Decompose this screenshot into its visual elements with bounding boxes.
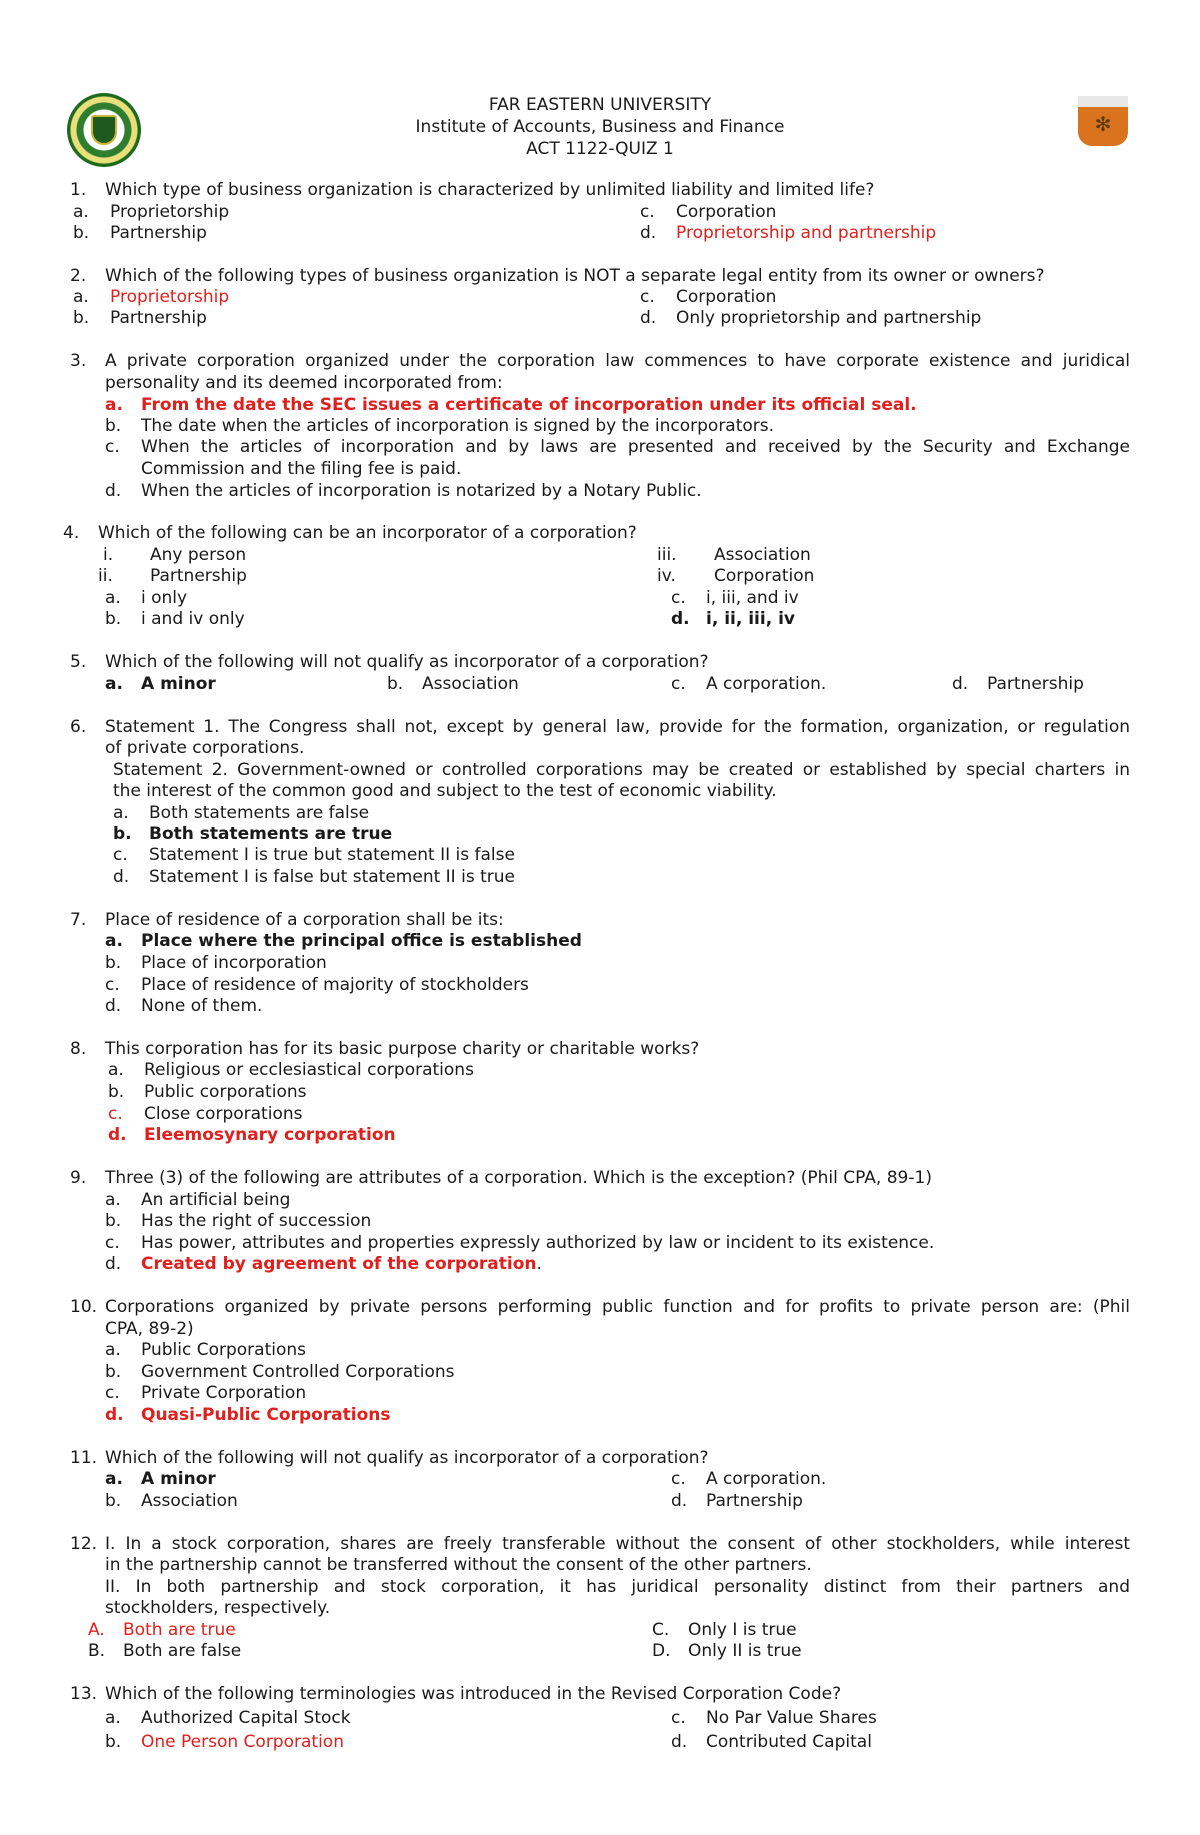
question-text: This corporation has for its basic purpose charity or charitable works?	[105, 1039, 700, 1059]
choice-label: a.	[105, 931, 123, 951]
choice-label: c.	[671, 588, 686, 608]
answer-choice-text: A minor	[141, 1469, 216, 1489]
choice-label: d.	[108, 1125, 127, 1145]
choice-label: c.	[640, 287, 655, 307]
choice-text: When the articles of incorporation and by laws are presented and received by the Security and Exchange	[141, 437, 1130, 457]
choice-text: A corporation.	[706, 1469, 827, 1489]
question-number: 13.	[70, 1684, 98, 1704]
answer-choice-text: Quasi-Public Corporations	[141, 1405, 391, 1425]
choice-label: b.	[108, 1082, 125, 1102]
choice-text: An artificial being	[141, 1190, 291, 1210]
answer-choice-text: Both are true	[123, 1620, 236, 1640]
choice-label: C.	[652, 1620, 670, 1640]
choice-text: Partnership	[706, 1491, 803, 1511]
choice-text: Association	[141, 1491, 238, 1511]
choice-text: Corporation	[676, 287, 777, 307]
item-label: ii.	[98, 566, 113, 586]
question-text: A private corporation organized under the corporation law commences to have corporate existence and juridical	[105, 351, 1130, 371]
statement-text: stockholders, respectively.	[105, 1598, 331, 1618]
choice-label: b.	[73, 223, 90, 243]
answer-choice-text: Eleemosynary corporation	[144, 1125, 396, 1145]
choice-text: Close corporations	[144, 1104, 303, 1124]
choice-text: Has the right of succession	[141, 1211, 372, 1231]
question-number: 5.	[70, 652, 87, 672]
choice-label: c.	[105, 1383, 120, 1403]
university-name: FAR EASTERN UNIVERSITY	[488, 95, 712, 115]
answer-choice-text: Proprietorship and partnership	[676, 223, 937, 243]
statement-text: in the partnership cannot be transferred without the consent of the other partners.	[105, 1555, 812, 1575]
item-label: i.	[103, 545, 114, 565]
item-text: Corporation	[714, 566, 815, 586]
choice-label: a.	[113, 803, 129, 823]
answer-choice-text: Proprietorship	[110, 287, 230, 307]
item-text: Any person	[150, 545, 247, 565]
question-number: 4.	[63, 523, 80, 543]
question-number: 6.	[70, 717, 87, 737]
choice-text: Statement I is true but statement II is false	[149, 845, 515, 865]
choice-text: Association	[422, 674, 519, 694]
choice-label: a.	[105, 674, 123, 694]
question-number: 1.	[70, 180, 87, 200]
choice-label: c.	[113, 845, 128, 865]
answer-choice-text: Place where the principal office is established	[141, 931, 582, 951]
item-text: Association	[714, 545, 811, 565]
choice-label: D.	[652, 1641, 671, 1661]
choice-label: d.	[105, 996, 122, 1016]
choice-text: i and iv only	[141, 609, 245, 629]
question-number: 2.	[70, 266, 87, 286]
choice-label: b.	[387, 674, 404, 694]
question-text: Which of the following types of business organization is NOT a separate legal entity from its owner or owners?	[105, 266, 1045, 286]
statement-text: Statement 2. Government-owned or controlled corporations may be created or established by special charters in	[113, 760, 1130, 780]
choice-label: c.	[108, 1104, 123, 1124]
choice-text: A corporation.	[706, 674, 827, 694]
choice-text: i only	[141, 588, 188, 608]
choice-label: d.	[671, 1491, 688, 1511]
choice-text: Partnership	[987, 674, 1084, 694]
choice-text: Place of incorporation	[141, 953, 327, 973]
choice-text: Commission and the filing fee is paid.	[141, 459, 462, 479]
question-number: 12.	[70, 1534, 98, 1554]
choice-text: Only II is true	[688, 1641, 802, 1661]
question-text: Which of the following will not qualify as incorporator of a corporation?	[105, 652, 709, 672]
choice-label: b.	[105, 1362, 122, 1382]
answer-choice-text: One Person Corporation	[141, 1732, 344, 1752]
choice-text: No Par Value Shares	[706, 1708, 877, 1728]
choice-label: d.	[640, 308, 657, 328]
choice-label: B.	[88, 1641, 106, 1661]
choice-label: d.	[671, 609, 690, 629]
choice-label: a.	[73, 287, 89, 307]
choice-label: d.	[671, 1732, 688, 1752]
choice-text: Government Controlled Corporations	[141, 1362, 455, 1382]
choice-label: b.	[105, 1211, 122, 1231]
choice-text: Authorized Capital Stock	[141, 1708, 351, 1728]
question-text: Which of the following will not qualify as incorporator of a corporation?	[105, 1448, 709, 1468]
choice-label: b.	[113, 824, 132, 844]
institute-name: Institute of Accounts, Business and Finance	[415, 117, 785, 137]
question-text: Which type of business organization is characterized by unlimited liability and limited life?	[105, 180, 875, 200]
choice-text: None of them.	[141, 996, 263, 1016]
choice-text: Both statements are false	[149, 803, 370, 823]
choice-label: d.	[105, 1254, 122, 1274]
question-number: 11.	[70, 1448, 98, 1468]
statement-text: I. In a stock corporation, shares are freely transferable without the consent of other stockholders, while interest	[105, 1534, 1130, 1554]
question-number: 8.	[70, 1039, 87, 1059]
choice-label: b.	[105, 1491, 122, 1511]
question-text: Corporations organized by private persons performing public function and for profits to private person are: (Phil	[105, 1297, 1130, 1317]
choice-label: c.	[105, 975, 120, 995]
choice-label: c.	[105, 1233, 120, 1253]
choice-text: Both are false	[123, 1641, 242, 1661]
choice-text: The date when the articles of incorporation is signed by the incorporators.	[141, 416, 775, 436]
choice-label: a.	[73, 202, 89, 222]
answer-choice-text: A minor	[141, 674, 216, 694]
question-text: CPA, 89-2)	[105, 1319, 194, 1339]
choice-label: b.	[105, 609, 122, 629]
choice-label: A.	[88, 1620, 105, 1640]
choice-text: Corporation	[676, 202, 777, 222]
choice-label: d.	[952, 674, 969, 694]
choice-label: b.	[105, 953, 122, 973]
choice-label: a.	[105, 1708, 121, 1728]
question-text: Three (3) of the following are attributes of a corporation. Which is the exception? (Phil CPA, 89-1)	[105, 1168, 932, 1188]
choice-label: b.	[73, 308, 90, 328]
choice-label: a.	[108, 1060, 124, 1080]
answer-choice-text: From the date the SEC issues a certificate of incorporation under its official seal.	[141, 395, 917, 415]
statement-text: II. In both partnership and stock corporation, it has juridical personality distinct from their partners and	[105, 1577, 1130, 1597]
choice-text: Proprietorship	[110, 202, 230, 222]
choice-label: b.	[105, 1732, 122, 1752]
choice-text: Only I is true	[688, 1620, 797, 1640]
choice-text: When the articles of incorporation is notarized by a Notary Public.	[141, 481, 702, 501]
answer-choice-text: i, ii, iii, iv	[706, 609, 796, 629]
choice-text: Private Corporation	[141, 1383, 307, 1403]
choice-label: c.	[640, 202, 655, 222]
quiz-title: ACT 1122-QUIZ 1	[526, 139, 674, 159]
choice-text: Religious or ecclesiastical corporations	[144, 1060, 474, 1080]
statement-text: the interest of the common good and subject to the test of economic viability.	[113, 781, 777, 801]
choice-text: i, iii, and iv	[706, 588, 799, 608]
question-text: Place of residence of a corporation shall be its:	[105, 910, 504, 930]
item-text: Partnership	[150, 566, 247, 586]
choice-label: d.	[113, 867, 130, 887]
choice-label: b.	[105, 416, 122, 436]
answer-choice-text: Both statements are true	[149, 824, 393, 844]
question-number: 9.	[70, 1168, 87, 1188]
choice-label: c.	[671, 1708, 686, 1728]
choice-label: c.	[671, 1469, 686, 1489]
choice-label: a.	[105, 395, 123, 415]
choice-text: Partnership	[110, 308, 207, 328]
choice-text: Statement I is false but statement II is true	[149, 867, 515, 887]
choice-label: a.	[105, 588, 121, 608]
statement-text: Statement 1. The Congress shall not, except by general law, provide for the formation, organization, or regulation	[105, 717, 1130, 737]
choice-text: Partnership	[110, 223, 207, 243]
choice-text: Contributed Capital	[706, 1732, 872, 1752]
question-text: Which of the following terminologies was introduced in the Revised Corporation Code?	[105, 1684, 842, 1704]
item-label: iv.	[657, 566, 676, 586]
choice-label: c.	[671, 674, 686, 694]
choice-label: d.	[105, 1405, 124, 1425]
choice-text: Public Corporations	[141, 1340, 306, 1360]
choice-text: Has power, attributes and properties expressly authorized by law or incident to its existence.	[141, 1233, 935, 1253]
choice-text: Place of residence of majority of stockholders	[141, 975, 529, 995]
trailing-period: .	[536, 1254, 542, 1274]
choice-text: Public corporations	[144, 1082, 307, 1102]
item-label: iii.	[657, 545, 677, 565]
question-text: personality and its deemed incorporated from:	[105, 373, 503, 393]
choice-label: a.	[105, 1340, 121, 1360]
choice-text: Only proprietorship and partnership	[676, 308, 982, 328]
answer-choice-text: Created by agreement of the corporation	[141, 1254, 537, 1274]
question-number: 7.	[70, 910, 87, 930]
choice-label: a.	[105, 1190, 121, 1210]
choice-label: d.	[105, 481, 122, 501]
question-number: 3.	[70, 351, 87, 371]
question-text: Which of the following can be an incorporator of a corporation?	[98, 523, 637, 543]
choice-label: a.	[105, 1469, 123, 1489]
choice-text	[141, 1254, 542, 1275]
statement-text: of private corporations.	[105, 738, 305, 758]
question-number: 10.	[70, 1297, 98, 1317]
crest-icon: ✻	[1094, 112, 1112, 136]
choice-label: d.	[640, 223, 657, 243]
choice-label: c.	[105, 437, 120, 457]
